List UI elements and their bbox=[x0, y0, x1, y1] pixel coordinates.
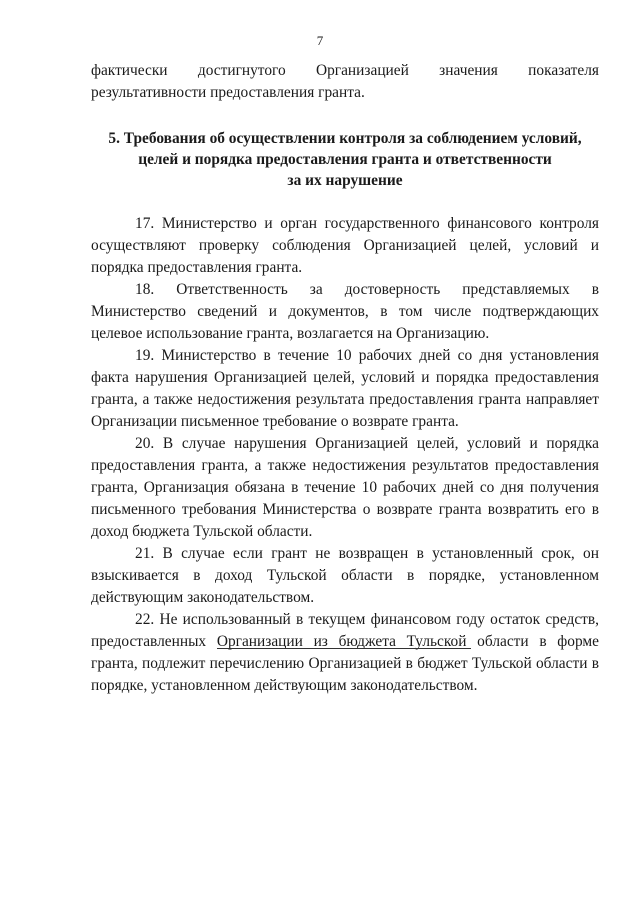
page-number: 7 bbox=[316, 33, 324, 48]
lead-line-1: фактически достигнутого Организацией значения показателя bbox=[91, 62, 599, 79]
section-heading-line-2: целей и порядка предоставления гранта и ответственности bbox=[138, 151, 552, 168]
paragraph-22: 22. Не использованный в текущем финансовом году остаток средств, предоставленных Организации из бюджета Тульской области в форме гранта, подлежит перечислению Организацией в бюджет Тульской области в порядке, установленном действующим законодательством. bbox=[91, 611, 599, 694]
paragraph-18: 18. Ответственность за достоверность представляемых в Министерство сведений и документов, в том числе подтверждающих целевое использование гранта, возлагается на Организацию. bbox=[91, 281, 599, 342]
end-of-document-rule bbox=[217, 648, 471, 649]
paragraph-17: 17. Министерство и орган государственного финансового контроля осуществляют проверку соблюдения Организацией целей, условий и порядка предоставления гранта. bbox=[91, 215, 599, 276]
paragraph-19: 19. Министерство в течение 10 рабочих дней со дня установления факта нарушения Организацией целей, условий и порядка предоставления гранта, а также недостижения результата предоставления гранта направляет Организации письменное требование о возврате гранта. bbox=[91, 347, 599, 430]
section-heading-line-3: за их нарушение bbox=[287, 172, 403, 189]
lead-line-2: результативности предоставления гранта. bbox=[91, 84, 365, 101]
paragraph-21: 21. В случае если грант не возвращен в установленный срок, он взыскивается в доход Тульской области в порядке, установленном действующим законодательством. bbox=[91, 545, 599, 606]
section-heading-line-1: 5. Требования об осуществлении контроля за соблюдением условий, bbox=[108, 130, 582, 147]
paragraph-20: 20. В случае нарушения Организацией целей, условий и порядка предоставления гранта, а также недостижения результатов предоставления гранта, Организация обязана в течение 10 рабочих дней со дня получения письменного требования Министерства о возврате гранта возвратить его в доход бюджета Тульской области. bbox=[91, 435, 599, 540]
section-heading bbox=[91, 128, 599, 191]
document-body bbox=[91, 60, 599, 697]
